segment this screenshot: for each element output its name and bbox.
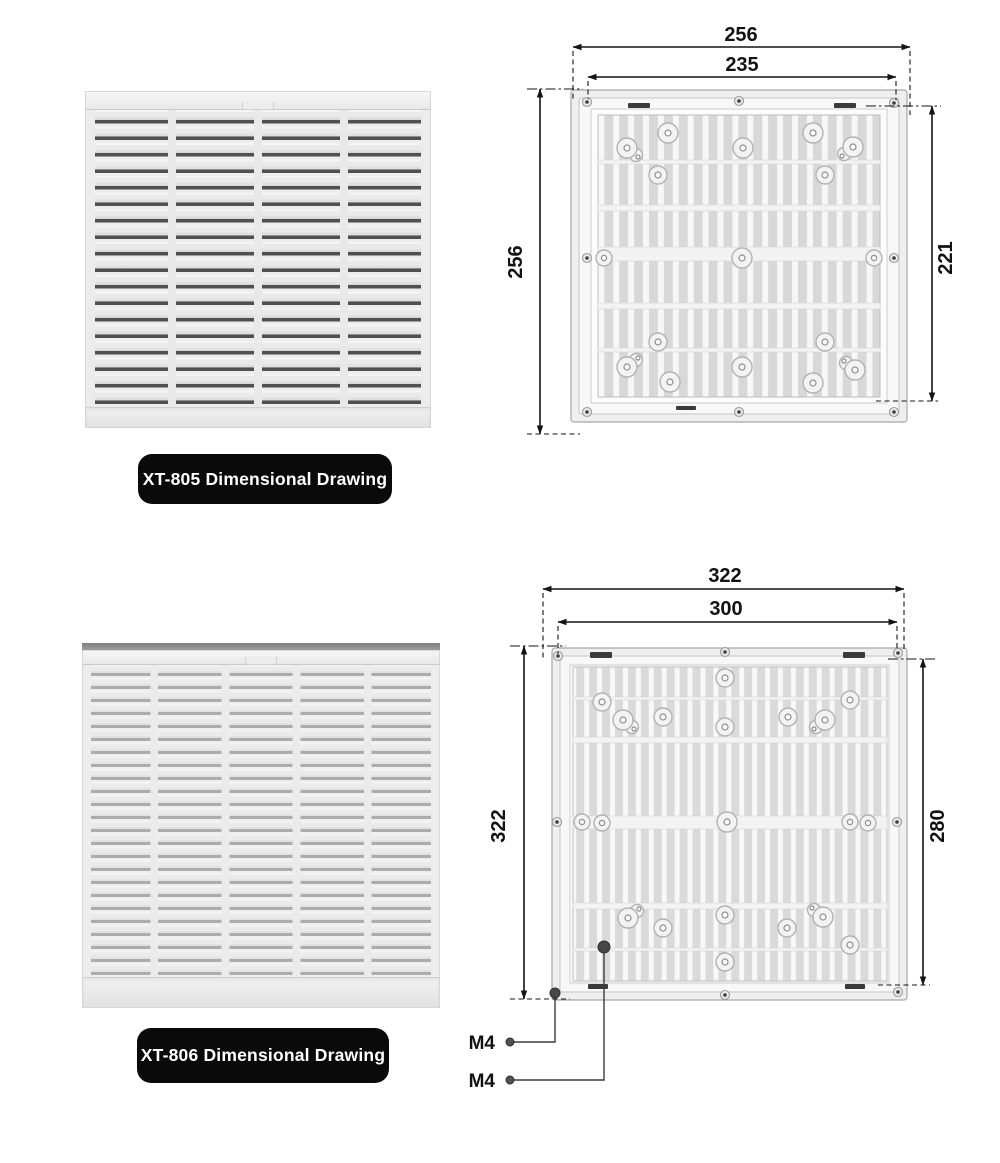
xt806-corner-screw	[550, 988, 560, 998]
xt806-front-base	[82, 977, 440, 1008]
xt806-front-photo	[82, 643, 440, 1008]
xt806-front-top-strip	[82, 643, 440, 650]
xt805-back-drawing	[500, 15, 980, 460]
xt806-badge	[137, 1028, 389, 1083]
xt806-front-top-cap	[82, 650, 440, 665]
xt806-m4-label-2: M4	[468, 1071, 495, 1092]
xt805-front-base	[85, 407, 431, 428]
xt805-front-louvers	[85, 110, 431, 407]
xt805-dim-cutout-height: 221	[935, 241, 957, 275]
xt806-grille-screw	[598, 941, 610, 953]
xt806-dim-cutout-width: 300	[709, 598, 743, 620]
xt806-dim-overall-width: 322	[708, 565, 742, 587]
xt806-m4-label-1: M4	[468, 1033, 495, 1054]
xt805-front-top-cap	[85, 91, 431, 110]
xt805-dim-overall-width: 256	[724, 24, 758, 46]
xt806-dim-cutout-height: 280	[927, 809, 949, 843]
xt806-dim-overall-height: 322	[488, 809, 510, 843]
xt805-badge-label: XT-805 Dimensional Drawing	[142, 468, 388, 489]
xt805-front-photo	[85, 91, 431, 428]
xt806-front-louvers	[82, 665, 440, 977]
xt806-badge-label: XT-806 Dimensional Drawing	[140, 1045, 386, 1065]
xt805-badge	[138, 454, 392, 504]
xt805-dim-overall-height: 256	[505, 245, 527, 279]
xt806-back-drawing	[460, 560, 1000, 1100]
xt805-dim-cutout-width: 235	[725, 54, 759, 76]
